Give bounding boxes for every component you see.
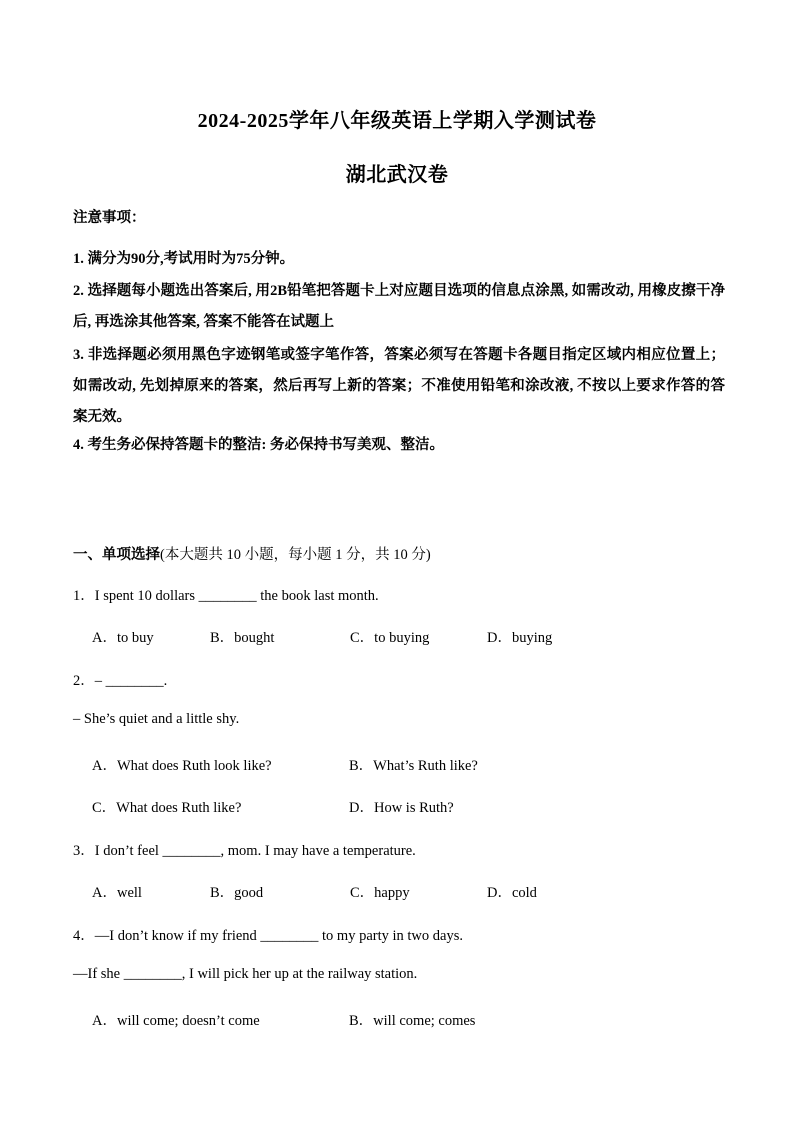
- question-4-option-a[interactable]: A．will come; doesn’t come: [92, 1013, 260, 1029]
- question-1-stem: 1．I spent 10 dollars ________ the book last month.: [73, 588, 379, 604]
- question-2-response: – She’s quiet and a little shy.: [73, 711, 240, 727]
- question-4-response: —If she ________, I will pick her up at the railway station.: [73, 966, 418, 982]
- question-2-option-d[interactable]: D．How is Ruth?: [349, 800, 454, 816]
- note-item-3: 3. 非选择题必须用黑色字迹钢笔或签字笔作答，答案必须写在答题卡各题目指定区域内相应位置上；如需改动, 先划掉原来的答案，然后再写上新的答案；不准使用铅笔和涂改液, 不按以上要求作答的答案无效。: [73, 347, 725, 425]
- question-2-option-b[interactable]: B．What’s Ruth like?: [349, 758, 478, 774]
- page-subtitle: 湖北武汉卷: [345, 164, 449, 186]
- question-4-option-b[interactable]: B．will come; comes: [349, 1013, 476, 1029]
- question-2-stem: 2．– ________.: [73, 673, 168, 689]
- question-1-option-c[interactable]: C．to buying: [350, 630, 430, 646]
- question-1-option-a[interactable]: A．to buy: [92, 630, 154, 646]
- question-2-option-a[interactable]: A．What does Ruth look like?: [92, 758, 272, 774]
- section-heading-detail: (本大题共 10 小题，每小题 1 分，共 10 分): [160, 547, 431, 563]
- notes-heading: 注意事项：: [73, 210, 146, 226]
- question-3-stem: 3．I don’t feel ________, mom. I may have a temperature.: [73, 843, 416, 859]
- question-1-option-d[interactable]: D．buying: [487, 630, 553, 646]
- question-1-option-b[interactable]: B．bought: [210, 630, 275, 646]
- note-item-1: 1. 满分为90分,考试用时为75分钟。: [73, 251, 295, 267]
- note-item-4: 4. 考生务必保持答题卡的整洁: 务必保持书写美观、整洁。: [73, 437, 444, 453]
- section-heading: [73, 543, 431, 564]
- question-3-option-d[interactable]: D．cold: [487, 885, 537, 901]
- question-3-option-a[interactable]: A．well: [92, 885, 142, 901]
- note-item-2: 2. 选择题每小题选出答案后, 用2B铅笔把答题卡上对应题目选项的信息点涂黑, 如需改动, 用橡皮擦干净后, 再选涂其他答案, 答案不能答在试题上: [73, 283, 725, 330]
- question-4-stem: 4．—I don’t know if my friend ________ to my party in two days.: [73, 928, 463, 944]
- page-title: 2024-2025学年八年级英语上学期入学测试卷: [197, 110, 597, 132]
- question-3-option-c[interactable]: C．happy: [350, 885, 410, 901]
- section-heading-title: 一、单项选择: [73, 547, 160, 563]
- question-3-option-b[interactable]: B．good: [210, 885, 264, 901]
- question-2-option-c[interactable]: C．What does Ruth like?: [92, 800, 242, 816]
